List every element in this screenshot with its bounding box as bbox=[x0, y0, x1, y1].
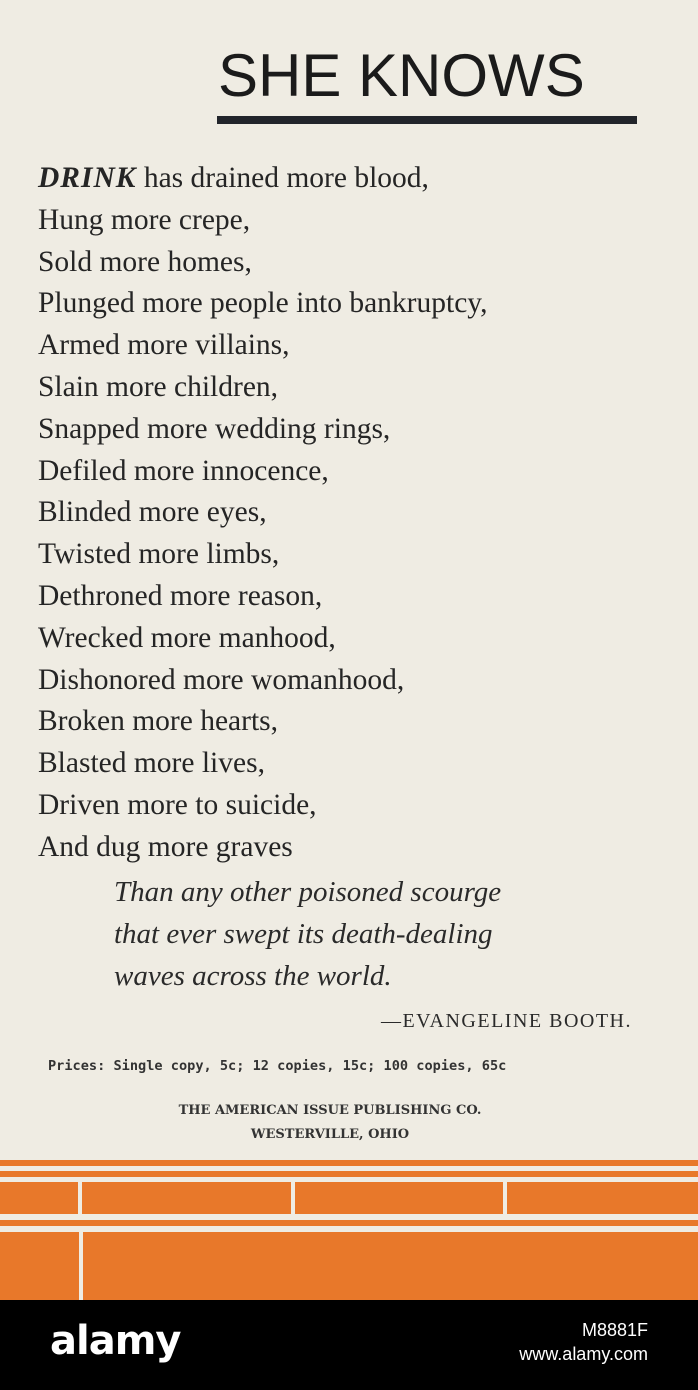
page-title: SHE KNOWS bbox=[218, 42, 585, 109]
poem-line: Driven more to suicide, bbox=[38, 788, 317, 821]
border-stripe bbox=[0, 1177, 698, 1182]
poem-line: Plunged more people into bankruptcy, bbox=[38, 287, 488, 320]
watermark-info bbox=[519, 1318, 648, 1366]
brick-divider bbox=[503, 1182, 507, 1214]
brick-divider bbox=[79, 1232, 83, 1300]
publisher-imprint bbox=[0, 1099, 660, 1147]
price-list: Prices: Single copy, 5c; 12 copies, 15c; 100 copies, 65c bbox=[48, 1058, 507, 1074]
poem-line: Slain more children, bbox=[38, 370, 279, 403]
title-underline bbox=[217, 116, 637, 124]
poem-first-line-rest: has drained more blood, bbox=[136, 162, 429, 194]
poem-line: Hung more crepe, bbox=[38, 203, 251, 236]
coda-line: that ever swept its death-dealing bbox=[114, 918, 493, 950]
poem bbox=[38, 158, 488, 869]
watermark-image-id: M8881F bbox=[581, 1320, 648, 1340]
border-stripe bbox=[0, 1214, 698, 1220]
border-stripe bbox=[0, 1226, 698, 1232]
poem-line: Sold more homes, bbox=[38, 245, 252, 278]
brick-divider bbox=[78, 1182, 82, 1214]
poem-line: Snapped more wedding rings, bbox=[38, 412, 391, 445]
publisher-location: WESTERVILLE, OHIO bbox=[250, 1127, 410, 1142]
poem-first-word: DRINK bbox=[38, 162, 137, 194]
coda-line: waves across the world. bbox=[114, 960, 392, 992]
poem-line bbox=[38, 158, 488, 200]
poem-line: Blasted more lives, bbox=[38, 747, 265, 780]
attribution: —EVANGELINE BOOTH. bbox=[380, 1010, 632, 1032]
watermark-site: www.alamy.com bbox=[519, 1344, 648, 1364]
poem-line: Dethroned more reason, bbox=[38, 579, 323, 612]
coda-line: Than any other poisoned scourge bbox=[114, 876, 502, 908]
brick-divider bbox=[291, 1182, 295, 1214]
orange-brick-border bbox=[0, 1160, 698, 1300]
watermark-logo: alamy bbox=[50, 1318, 181, 1364]
poem-line: Dishonored more womanhood, bbox=[38, 663, 405, 696]
poem-line: Wrecked more manhood, bbox=[38, 621, 336, 654]
poem-coda bbox=[114, 871, 501, 997]
poem-line: Broken more hearts, bbox=[38, 705, 279, 738]
poem-line: Blinded more eyes, bbox=[38, 496, 267, 529]
poem-line: Twisted more limbs, bbox=[38, 538, 280, 571]
poem-line: Defiled more innocence, bbox=[38, 454, 329, 487]
poem-line: Armed more villains, bbox=[38, 329, 290, 362]
poem-line: And dug more graves bbox=[38, 830, 293, 863]
publisher-name: THE AMERICAN ISSUE PUBLISHING CO. bbox=[178, 1103, 482, 1118]
border-stripe bbox=[0, 1166, 698, 1171]
